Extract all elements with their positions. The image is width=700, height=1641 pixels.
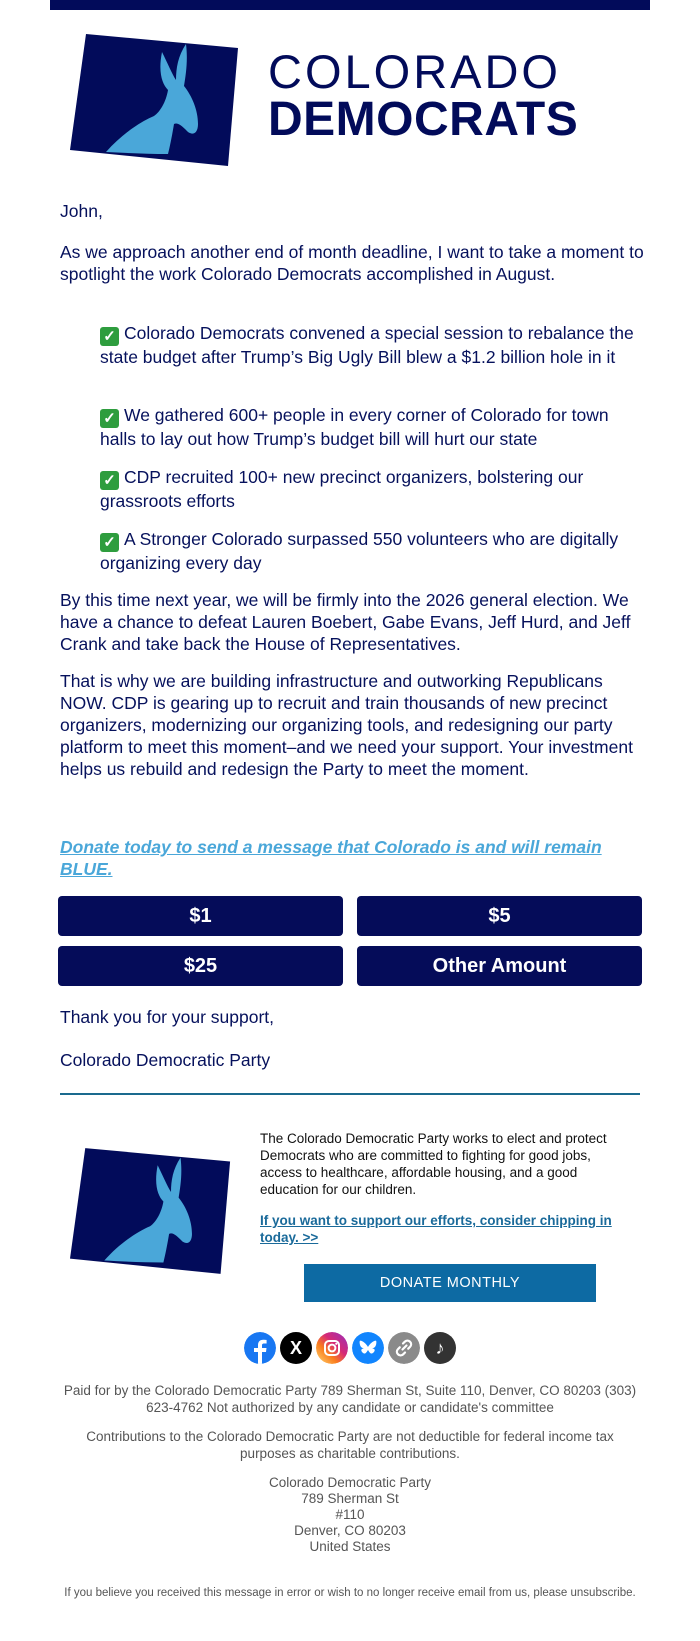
unsubscribe-text[interactable]: If you believe you received this message in error or wish to no longer receive email from us, please unsubscribe. bbox=[64, 1587, 636, 1599]
bullet-text: We gathered 600+ people in every corner of Colorado for town halls to lay out how Trump’s budget bill will hurt our state bbox=[100, 405, 609, 449]
tax-disclaimer: Contributions to the Colorado Democratic Party are not deductible for federal income tax purposes as charitable contributions. bbox=[86, 1429, 614, 1461]
bullet-text: Colorado Democrats convened a special session to rebalance the state budget after Trump’s Big Ugly Bill blew a $1.2 billion hole in it bbox=[100, 323, 634, 367]
instagram-icon[interactable] bbox=[316, 1332, 348, 1364]
address-suite: #110 bbox=[335, 1507, 365, 1522]
email-header bbox=[50, 10, 650, 180]
donate-other-amount-button[interactable]: Other Amount bbox=[357, 946, 642, 986]
donate-25-button[interactable]: $25 bbox=[58, 946, 343, 986]
colorado-donkey-logo bbox=[70, 34, 240, 166]
footer-mission-text: The Colorado Democratic Party works to elect and protect Democrats who are committed to fighting for good jobs, access to healthcare, affordable housing, and a good education for our children. bbox=[260, 1131, 607, 1197]
donate-1-button[interactable]: $1 bbox=[58, 896, 343, 936]
bullet-item bbox=[100, 466, 648, 512]
bluesky-icon[interactable] bbox=[352, 1332, 384, 1364]
tiktok-icon[interactable]: ♪ bbox=[424, 1332, 456, 1364]
address-org: Colorado Democratic Party bbox=[268, 1475, 432, 1490]
check-mark-icon: ✓ bbox=[100, 533, 119, 552]
footer-divider bbox=[60, 1093, 640, 1095]
election-paragraph: By this time next year, we will be firmly into the 2026 general election. We have a chance to defeat Lauren Boebert, Gabe Evans, Jeff Hurd, and Jeff Crank and take back the House of Representatives. bbox=[60, 590, 631, 654]
address-country: United States bbox=[309, 1539, 391, 1554]
address-city: Denver, CO 80203 bbox=[294, 1523, 406, 1538]
donate-5-button[interactable]: $5 bbox=[357, 896, 642, 936]
donate-today-link[interactable]: Donate today to send a message that Colorado is and will remain BLUE. bbox=[60, 837, 602, 879]
wordmark bbox=[268, 45, 628, 146]
thanks-line: Thank you for your support, bbox=[60, 1007, 274, 1027]
intro-paragraph: As we approach another end of month deadline, I want to take a moment to spotlight the work Colorado Democrats accomplished in August. bbox=[60, 242, 644, 284]
bullet-item bbox=[100, 322, 648, 368]
bullet-text: CDP recruited 100+ new precinct organizers, bolstering our grassroots efforts bbox=[100, 467, 584, 511]
support-paragraph: That is why we are building infrastructure and outworking Republicans NOW. CDP is gearing up to recruit and train thousands of new precinct organizers, modernizing our organizing tools, and redesigning our party platform to meet this moment–and we need your support. Your investment helps us rebuild and redesign the Party to meet the moment. bbox=[60, 671, 633, 779]
facebook-icon[interactable] bbox=[244, 1332, 276, 1364]
wordmark-colorado: COLORADO bbox=[268, 45, 561, 98]
address-street: 789 Sherman St bbox=[301, 1491, 399, 1506]
bullet-item bbox=[100, 404, 648, 450]
check-mark-icon: ✓ bbox=[100, 409, 119, 428]
check-mark-icon: ✓ bbox=[100, 471, 119, 490]
greeting: John, bbox=[60, 201, 103, 221]
bullet-text: A Stronger Colorado surpassed 550 volunteers who are digitally organizing every day bbox=[100, 529, 619, 573]
x-icon[interactable]: X bbox=[280, 1332, 312, 1364]
link-icon[interactable] bbox=[388, 1332, 420, 1364]
signature: Colorado Democratic Party bbox=[60, 1050, 271, 1070]
donate-monthly-button[interactable]: DONATE MONTHLY bbox=[304, 1264, 596, 1302]
top-accent-bar bbox=[50, 0, 650, 10]
chip-in-link[interactable]: If you want to support our efforts, consider chipping in today. >> bbox=[260, 1213, 612, 1245]
check-mark-icon: ✓ bbox=[100, 327, 119, 346]
social-links bbox=[244, 1332, 456, 1366]
paid-for-disclaimer: Paid for by the Colorado Democratic Party 789 Sherman St, Suite 110, Denver, CO 80203 (303) 623-4762 Not authorized by any candidate or candidate's committee bbox=[63, 1383, 637, 1415]
wordmark-democrats: DEMOCRATS bbox=[268, 93, 579, 146]
bullet-item bbox=[100, 528, 648, 574]
footer-donkey-logo bbox=[70, 1148, 232, 1274]
